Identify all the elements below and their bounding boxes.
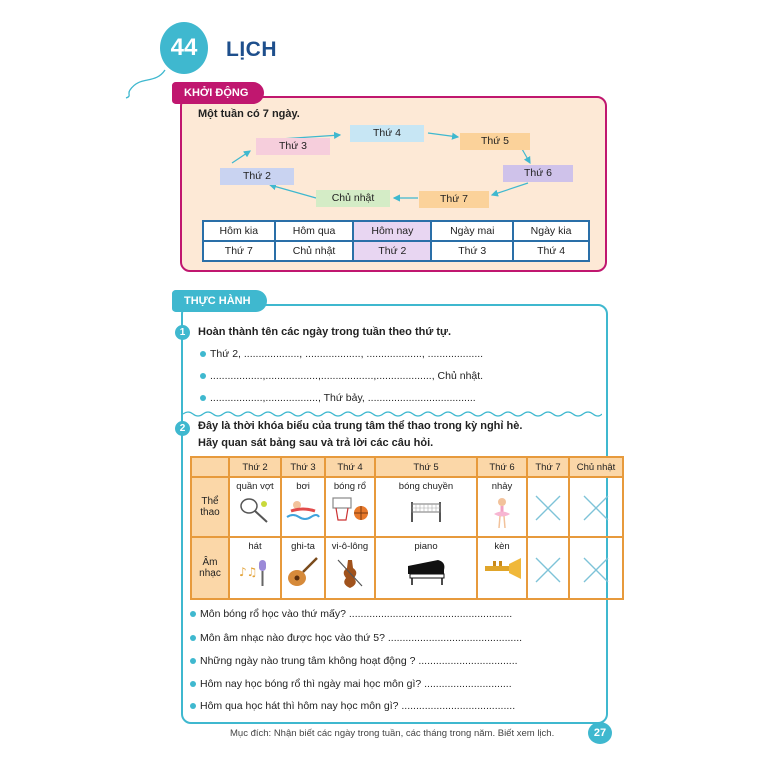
- cell-label: hát: [248, 541, 262, 552]
- cell-label: bóng rổ: [333, 481, 367, 492]
- bullet-icon: [200, 351, 206, 357]
- cell-label: piano: [414, 541, 438, 552]
- day-box-thu6: Thứ 6: [503, 165, 573, 182]
- cell-label: nhảy: [491, 481, 513, 492]
- wavy-divider: [183, 410, 602, 418]
- cell-label: quần vợt: [236, 481, 274, 492]
- row-label-music-l2: nhạc: [199, 568, 221, 579]
- cell-label: bóng chuyền: [398, 481, 454, 492]
- q1-line-3: [200, 392, 476, 404]
- sched-header-thu2: Thứ 2: [229, 457, 281, 477]
- cross-icon: [528, 488, 568, 528]
- header-hom-qua: Hôm qua: [275, 221, 354, 241]
- ballerina-icon: [487, 496, 517, 530]
- day-box-thu4: Thứ 4: [350, 125, 424, 142]
- q2-question-5-text: Hôm qua học hát thì hôm nay học môn gì? .......................................: [200, 700, 516, 712]
- day-box-cn: Chủ nhật: [316, 190, 390, 207]
- q2-question-4-text: Hôm nay học bóng rổ thì ngày mai học môn gì? ..............................: [200, 678, 512, 690]
- row-label-sport-l1: Thể: [201, 496, 219, 507]
- q1-line-1-text: Thứ 2, ..................., ..................., ..................., ...................: [210, 348, 484, 360]
- sched-header-cn: Chủ nhật: [569, 457, 623, 477]
- schedule-table: [190, 456, 624, 600]
- warmup-tag: KHỞI ĐỘNG: [172, 82, 264, 104]
- q2-question-3: [190, 655, 518, 667]
- basketball-icon: [330, 496, 370, 524]
- volleyball-net-icon: [408, 496, 444, 524]
- q1-line-1: [200, 348, 483, 360]
- value-hom-kia: Thứ 7: [203, 241, 275, 261]
- cell-label: ghi-ta: [291, 541, 315, 552]
- sport-thu7-empty: [527, 477, 569, 537]
- q2-question-5: [190, 700, 515, 712]
- schedule-corner: [191, 457, 229, 477]
- question-2-number: 2: [175, 421, 190, 436]
- question-2-title-1: Đây là thời khóa biểu của trung tâm thể thao trong kỳ nghỉ hè.: [198, 420, 523, 432]
- music-thu3: [281, 537, 325, 599]
- day-box-thu7: Thứ 7: [419, 191, 489, 208]
- warmup-intro: Một tuần có 7 ngày.: [198, 108, 300, 120]
- sport-thu3: [281, 477, 325, 537]
- cross-icon: [576, 488, 616, 528]
- sched-header-thu4: Thứ 4: [325, 457, 375, 477]
- q2-question-2: [190, 632, 522, 644]
- cell-label: bơi: [296, 481, 310, 492]
- q1-line-2-text: ..................,..................,..................,..................., Chủ nhật.: [210, 370, 484, 382]
- footer-purpose: Mục đích: Nhận biết các ngày trong tuần, các tháng trong năm. Biết xem lịch.: [230, 728, 555, 739]
- music-thu6: [477, 537, 527, 599]
- bullet-icon: [200, 373, 206, 379]
- cross-icon: [576, 550, 616, 590]
- question-2-title-2: Hãy quan sát bảng sau và trả lời các câu hỏi.: [198, 437, 434, 449]
- sched-header-thu6: Thứ 6: [477, 457, 527, 477]
- music-thu2: [229, 537, 281, 599]
- header-ngay-mai: Ngày mai: [431, 221, 513, 241]
- page-number: 27: [588, 722, 612, 744]
- music-cn-empty: [569, 537, 623, 599]
- header-hom-kia: Hôm kia: [203, 221, 275, 241]
- sport-cn-empty: [569, 477, 623, 537]
- day-box-thu3: Thứ 3: [256, 138, 330, 155]
- value-hom-qua: Chủ nhật: [275, 241, 354, 261]
- sport-thu6: [477, 477, 527, 537]
- tennis-icon: [237, 496, 273, 524]
- row-label-sport: [191, 477, 229, 537]
- q2-question-1: [190, 608, 512, 620]
- guitar-icon: [285, 556, 321, 588]
- q2-question-2-text: Môn âm nhạc nào được học vào thứ 5? ..............................................: [200, 632, 523, 644]
- sched-header-thu7: Thứ 7: [527, 457, 569, 477]
- q2-question-4: [190, 678, 512, 690]
- cell-label: vi-ô-lông: [331, 541, 369, 552]
- sched-header-thu3: Thứ 3: [281, 457, 325, 477]
- value-ngay-mai: Thứ 3: [431, 241, 513, 261]
- microphone-icon: [237, 556, 273, 588]
- piano-icon: [404, 556, 448, 586]
- header-hom-nay: Hôm nay: [353, 221, 431, 241]
- lesson-number-balloon: [160, 22, 208, 74]
- svg-text:♪♫: ♪♫: [239, 565, 258, 579]
- sport-thu4: [325, 477, 375, 537]
- music-thu7-empty: [527, 537, 569, 599]
- header-ngay-kia: Ngày kia: [513, 221, 589, 241]
- question-1-title: Hoàn thành tên các ngày trong tuần theo thứ tự.: [198, 326, 452, 338]
- bullet-icon: [190, 635, 196, 641]
- q1-line-2: [200, 370, 483, 382]
- day-box-thu5: Thứ 5: [460, 133, 530, 150]
- music-thu4: [325, 537, 375, 599]
- q1-line-3-text: ..................,.................., Thứ bảy, .....................................: [210, 392, 476, 404]
- bullet-icon: [190, 611, 196, 617]
- relative-days-table: [202, 220, 590, 262]
- row-label-music-l1: Âm: [202, 557, 218, 568]
- swimmer-icon: [285, 496, 321, 524]
- cell-label: kèn: [494, 541, 510, 552]
- bullet-icon: [190, 703, 196, 709]
- sport-thu2: [229, 477, 281, 537]
- row-label-music: [191, 537, 229, 599]
- sched-header-thu5: Thứ 5: [375, 457, 477, 477]
- bullet-icon: [200, 395, 206, 401]
- question-1-number: 1: [175, 325, 190, 340]
- value-hom-nay: Thứ 2: [353, 241, 431, 261]
- bullet-icon: [190, 658, 196, 664]
- music-thu5: [375, 537, 477, 599]
- sport-thu5: [375, 477, 477, 537]
- q2-question-1-text: Môn bóng rổ học vào thứ mấy? ........................................................: [200, 608, 513, 620]
- value-ngay-kia: Thứ 4: [513, 241, 589, 261]
- trumpet-icon: [481, 556, 523, 582]
- lesson-title: LỊCH: [226, 38, 277, 61]
- day-box-thu2: Thứ 2: [220, 168, 294, 185]
- practice-tag: THỰC HÀNH: [172, 290, 267, 312]
- q2-question-3-text: Những ngày nào trung tâm không hoạt động ? ..................................: [200, 655, 518, 667]
- bullet-icon: [190, 681, 196, 687]
- lesson-number: 44: [170, 34, 198, 61]
- row-label-sport-l2: thao: [200, 507, 220, 518]
- cross-icon: [528, 550, 568, 590]
- violin-icon: [332, 556, 368, 590]
